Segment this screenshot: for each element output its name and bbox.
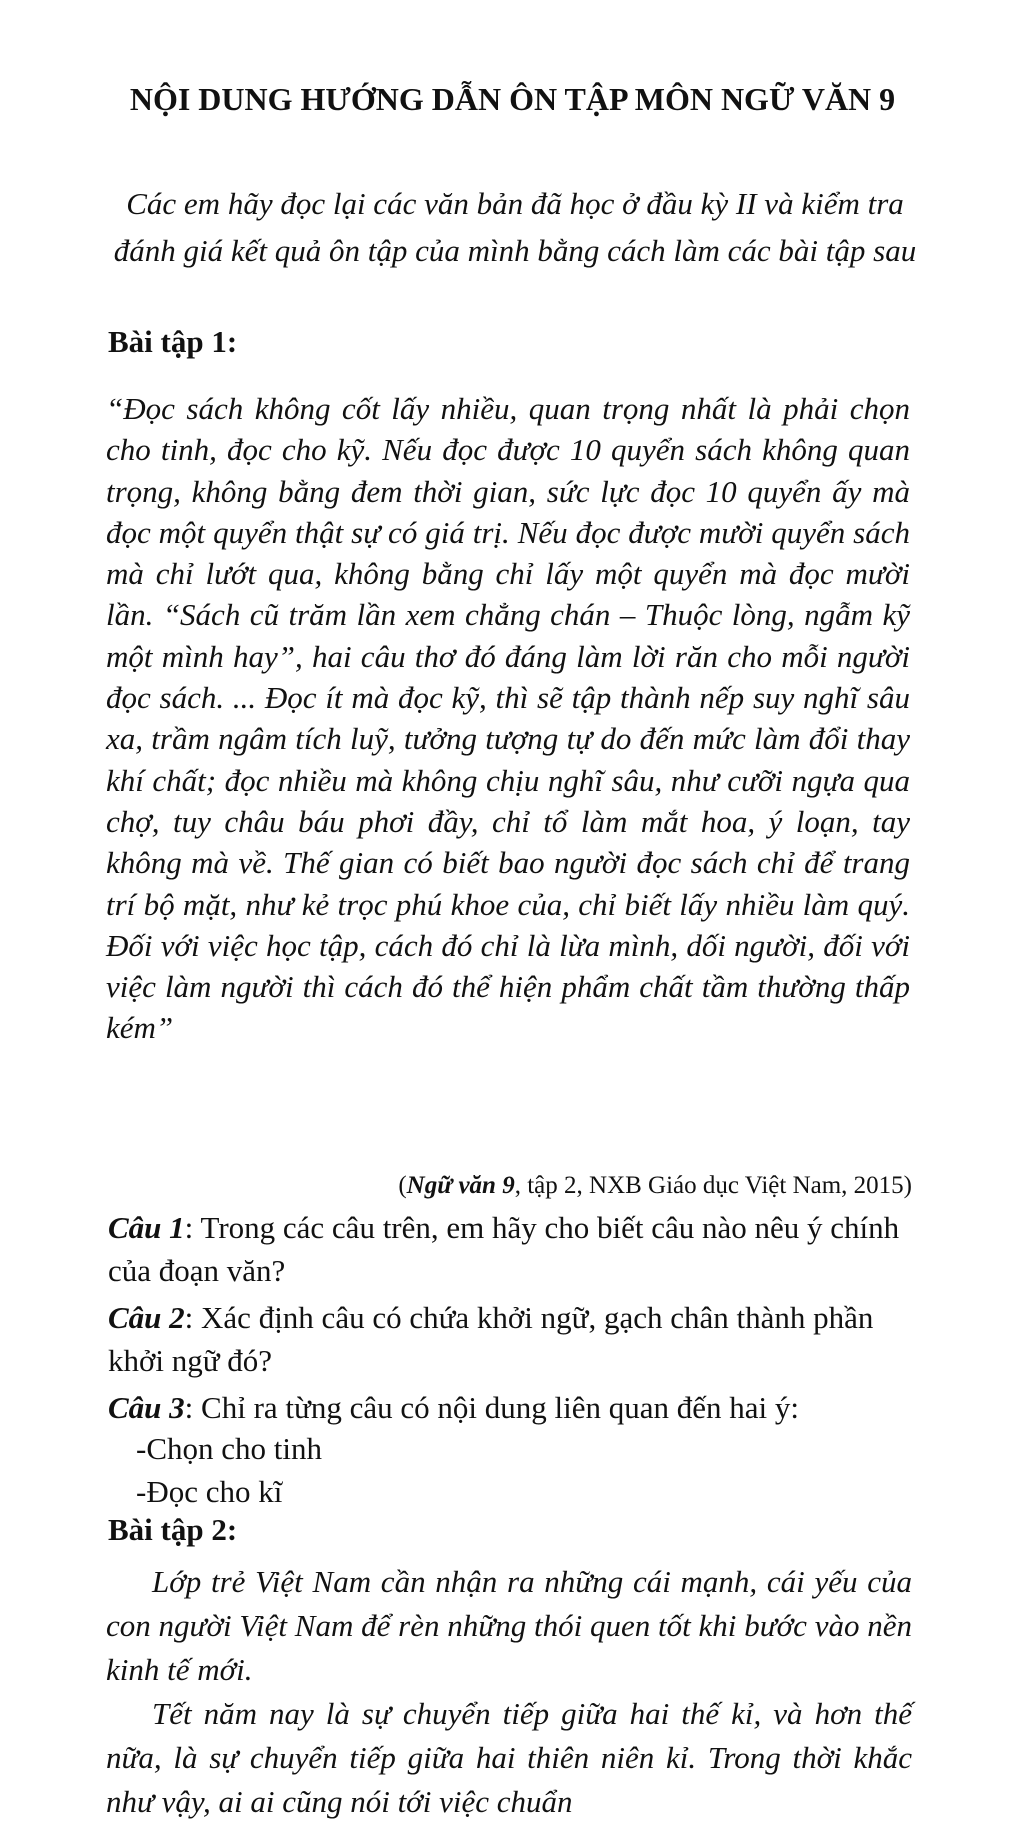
bullet-item-read: -Đọc cho kĩ xyxy=(136,1474,283,1509)
question-2-label: Câu 2 xyxy=(108,1300,185,1335)
instructions-subtitle: Các em hãy đọc lại các văn bản đã học ở đầu kỳ II và kiểm tra đánh giá kết quả ôn tập của mình bằng cách làm các bài tập sau xyxy=(113,186,917,268)
exercise-2-passage xyxy=(106,1560,912,1824)
exercise-2-paragraph-2: Tết năm nay là sự chuyển tiếp giữa hai thế kỉ, và hơn thế nữa, là sự chuyển tiếp giữa hai thiên niên kỉ. Trong thời khắc như vậy, ai ai cũng nói tới việc chuẩn xyxy=(106,1696,912,1819)
document-title: NỘI DUNG HƯỚNG DẪN ÔN TẬP MÔN NGỮ VĂN 9 xyxy=(129,81,896,117)
question-1-label: Câu 1 xyxy=(108,1210,185,1245)
question-3 xyxy=(108,1386,918,1429)
question-1 xyxy=(108,1206,918,1292)
question-3-label: Câu 3 xyxy=(108,1390,185,1425)
source-details: , tập 2, NXB Giáo dục Việt Nam, 2015) xyxy=(514,1172,912,1199)
source-citation xyxy=(398,1172,912,1200)
question-1-text: : Trong các câu trên, em hãy cho biết câu nào nêu ý chính của đoạn văn? xyxy=(108,1210,900,1288)
question-2 xyxy=(108,1296,918,1382)
exercise-1-passage: “Đọc sách không cốt lấy nhiều, quan trọng nhất là phải chọn cho tinh, đọc cho kỹ. Nếu đọc được 10 quyển sách không quan trọng, không bằng đem thời gian, sức lực đọc 10 quyển ấy mà đọc một quyển thật sự có giá trị. Nếu đọc được mười quyển sách mà chỉ lướt qua, không bằng chỉ lấy một quyển mà đọc mười lần. “Sách cũ trăm lần xem chẳng chán – Thuộc lòng, ngẫm kỹ một mình hay”, hai câu thơ đó đáng làm lời răn cho mỗi người đọc sách. ... Đọc ít mà đọc kỹ, thì sẽ tập thành nếp suy nghĩ sâu xa, trầm ngâm tích luỹ, tưởng tượng tự do đến mức làm đổi thay khí chất; đọc nhiều mà không chịu nghĩ sâu, như cưỡi ngựa qua chợ, tuy châu báu phơi đầy, chỉ tổ làm mắt hoa, ý loạn, tay không mà về. Thế gian có biết bao người đọc sách chỉ để trang trí bộ mặt, như kẻ trọc phú khoe của, chỉ biết lấy nhiều làm quý. Đối với việc học tập, cách đó chỉ là lừa mình, dối người, đối với việc làm người thì cách đó thể hiện phẩm chất tầm thường thấp kém” xyxy=(106,391,910,1046)
source-book-title: Ngữ văn 9 xyxy=(406,1172,515,1199)
bullet-item-choose: -Chọn cho tinh xyxy=(136,1431,322,1466)
exercise-2-heading: Bài tập 2: xyxy=(108,1512,238,1547)
question-3-text: : Chỉ ra từng câu có nội dung liên quan đến hai ý: xyxy=(184,1390,799,1425)
source-open: ( xyxy=(398,1172,407,1199)
exercise-2-paragraph-1: Lớp trẻ Việt Nam cần nhận ra những cái mạnh, cái yếu của con người Việt Nam để rèn những thói quen tốt khi bước vào nền kinh tế mới. xyxy=(106,1564,912,1687)
exercise-1-heading: Bài tập 1: xyxy=(108,324,238,359)
question-2-text: : Xác định câu có chứa khởi ngữ, gạch chân thành phần khởi ngữ đó? xyxy=(108,1300,874,1378)
